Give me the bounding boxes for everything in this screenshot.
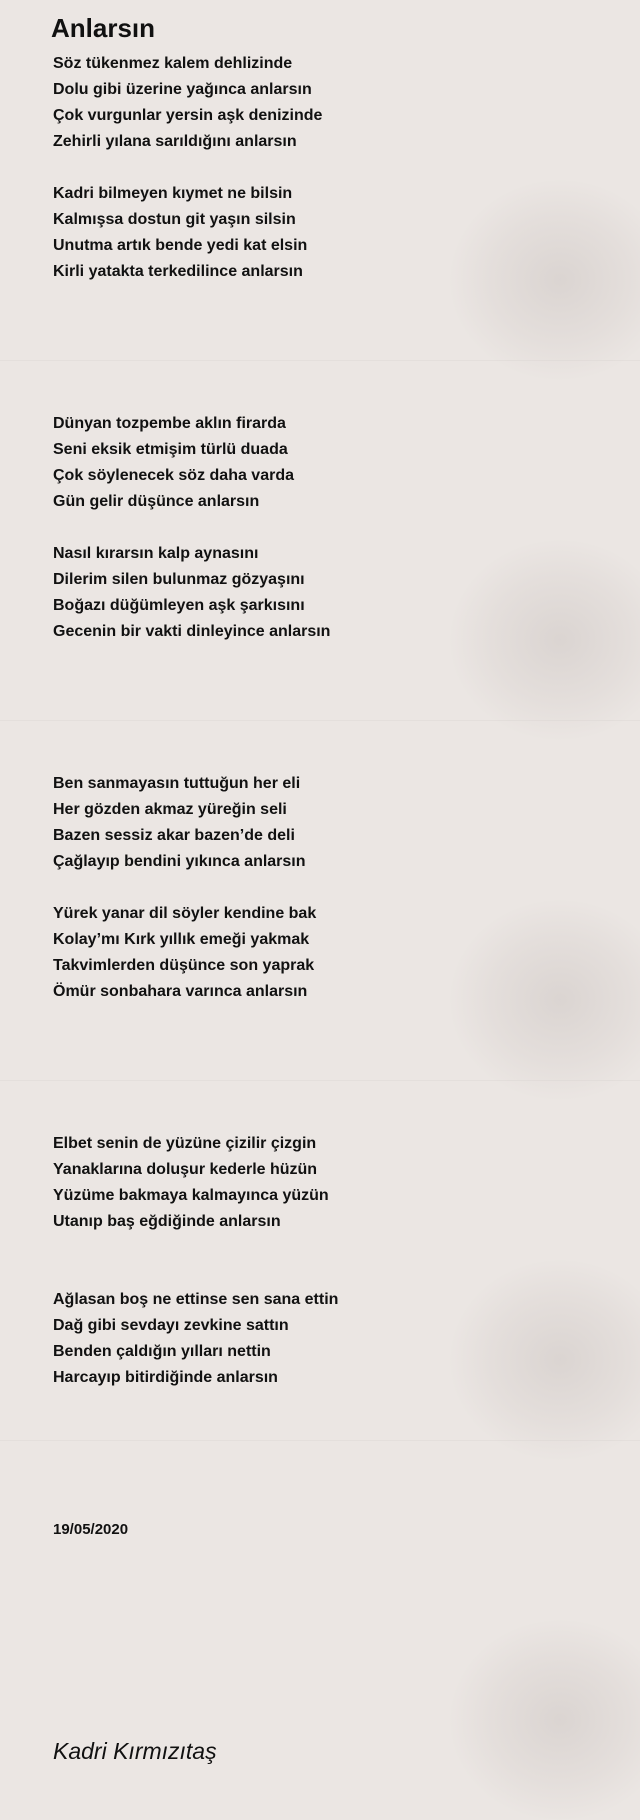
poem-line: Dağ gibi sevdayı zevkine sattın	[53, 1317, 289, 1334]
poem-line: Dolu gibi üzerine yağınca anlarsın	[53, 81, 312, 98]
poem-line: Kolay’mı Kırk yıllık emeği yakmak	[53, 931, 310, 948]
poem-line: Yüzüme bakmaya kalmayınca yüzün	[53, 1187, 329, 1204]
stanza-1	[53, 51, 573, 155]
poem-line: Dilerim silen bulunmaz gözyaşını	[53, 571, 305, 588]
poem-line: Boğazı düğümleyen aşk şarkısını	[53, 597, 305, 614]
poem-line: Takvimlerden düşünce son yaprak	[53, 957, 315, 974]
poem-line: Ağlasan boş ne ettinse sen sana ettin	[53, 1291, 339, 1308]
poem-author: Kadri Kırmızıtaş	[53, 1738, 217, 1764]
poem-line: Bazen sessiz akar bazen’de deli	[53, 827, 295, 844]
stanza-8	[53, 1287, 573, 1391]
poem-line: Harcayıp bitirdiğinde anlarsın	[53, 1369, 278, 1386]
poem-title: Anlarsın	[51, 13, 156, 43]
poem-line: Utanıp baş eğdiğinde anlarsın	[53, 1213, 281, 1230]
poem-line: Ömür sonbahara varınca anlarsın	[53, 983, 308, 1000]
poem-line: Kadri bilmeyen kıymet ne bilsin	[53, 185, 293, 202]
poem-line: Çağlayıp bendini yıkınca anlarsın	[53, 853, 306, 870]
poem-line: Kalmışsa dostun git yaşın silsin	[53, 211, 296, 228]
poem-line: Benden çaldığın yılları nettin	[53, 1343, 271, 1360]
poem-line: Seni eksik etmişim türlü duada	[53, 441, 288, 458]
poem-line: Elbet senin de yüzüne çizilir çizgin	[53, 1135, 317, 1152]
stanza-3	[53, 411, 573, 515]
stanza-7	[53, 1131, 573, 1235]
poem-line: Ben sanmayasın tuttuğun her eli	[53, 775, 301, 792]
stanza-4	[53, 541, 573, 645]
poem-line: Dünyan tozpembe aklın firarda	[53, 415, 286, 432]
stanza-5	[53, 771, 573, 875]
poem-line: Her gözden akmaz yüreğin seli	[53, 801, 287, 818]
poem-line: Yanaklarına doluşur kederle hüzün	[53, 1161, 318, 1178]
poem-line: Gecenin bir vakti dinleyince anlarsın	[53, 623, 331, 640]
poem-line: Çok vurgunlar yersin aşk denizinde	[53, 107, 323, 124]
poem-line: Kirli yatakta terkedilince anlarsın	[53, 263, 303, 280]
poem-line: Unutma artık bende yedi kat elsin	[53, 237, 308, 254]
poem-line: Gün gelir düşünce anlarsın	[53, 493, 260, 510]
poem-line: Zehirli yılana sarıldığını anlarsın	[53, 133, 297, 150]
poem-line: Nasıl kırarsın kalp aynasını	[53, 545, 259, 562]
stanza-2	[53, 181, 573, 285]
poem-date: 19/05/2020	[53, 1521, 129, 1538]
poem-line: Çok söylenecek söz daha varda	[53, 467, 294, 484]
poem-line: Yürek yanar dil söyler kendine bak	[53, 905, 317, 922]
poem-line: Söz tükenmez kalem dehlizinde	[53, 55, 293, 72]
stanza-6	[53, 901, 573, 1005]
